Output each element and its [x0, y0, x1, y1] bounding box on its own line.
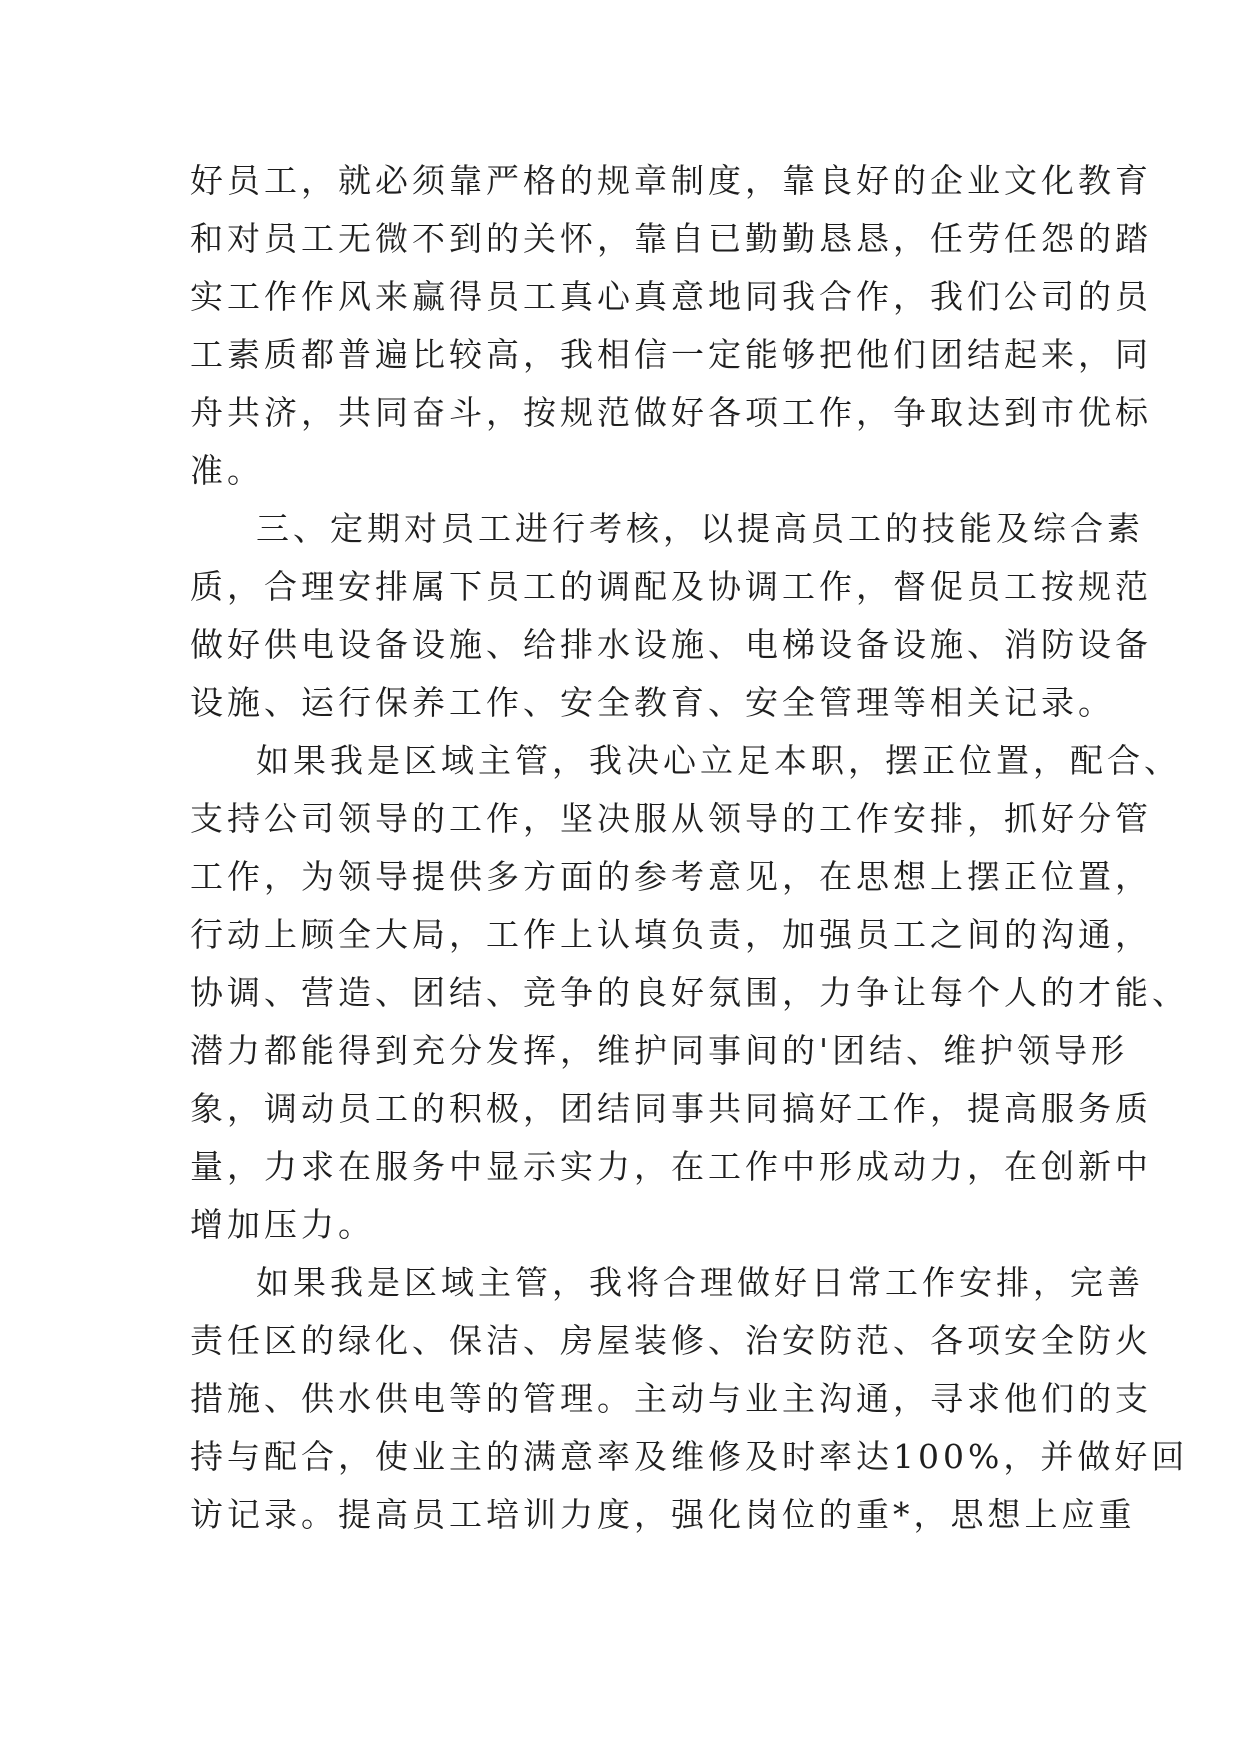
text-line: 持与配合，使业主的满意率及维修及时率达100%，并做好回 — [190, 1437, 1189, 1476]
text-line: 行动上顾全大局，工作上认填负责，加强员工之间的沟通， — [190, 915, 1152, 954]
text-line: 准。 — [190, 451, 264, 490]
text-line: 质，合理安排属下员工的调配及协调工作，督促员工按规范 — [190, 567, 1152, 606]
text-line: 工作，为领导提供多方面的参考意见，在思想上摆正位置， — [190, 857, 1152, 896]
text-line: 象，调动员工的积极，团结同事共同搞好工作，提高服务质 — [190, 1089, 1152, 1128]
text-line: 实工作作风来赢得员工真心真意地同我合作，我们公司的员 — [190, 277, 1152, 316]
text-line: 协调、营造、团结、竞争的良好氛围，力争让每个人的才能、 — [190, 973, 1189, 1012]
text-line: 访记录。提高员工培训力度，强化岗位的重*，思想上应重 — [190, 1495, 1136, 1534]
text-line: 措施、供水供电等的管理。主动与业主沟通，寻求他们的支 — [190, 1379, 1152, 1418]
text-line: 潜力都能得到充分发挥，维护同事间的'团结、维护领导形 — [190, 1031, 1129, 1070]
paragraph-first-line: 如果我是区域主管，我决心立足本职，摆正位置，配合、 — [256, 741, 1181, 780]
text-line: 和对员工无微不到的关怀，靠自已勤勤恳恳，任劳任怨的踏 — [190, 219, 1152, 258]
text-line: 设施、运行保养工作、安全教育、安全管理等相关记录。 — [190, 683, 1115, 722]
text-line: 量，力求在服务中显示实力，在工作中形成动力，在创新中 — [190, 1147, 1152, 1186]
text-line: 支持公司领导的工作，坚决服从领导的工作安排，抓好分管 — [190, 799, 1152, 838]
paragraph-first-line: 三、定期对员工进行考核，以提高员工的技能及综合素 — [256, 509, 1144, 548]
text-line: 舟共济，共同奋斗，按规范做好各项工作，争取达到市优标 — [190, 393, 1152, 432]
text-line: 增加压力。 — [190, 1205, 375, 1244]
text-line: 责任区的绿化、保洁、房屋装修、治安防范、各项安全防火 — [190, 1321, 1152, 1360]
text-line: 工素质都普遍比较高，我相信一定能够把他们团结起来，同 — [190, 335, 1152, 374]
body-text — [190, 152, 1189, 1544]
paragraph-first-line: 如果我是区域主管，我将合理做好日常工作安排，完善 — [256, 1263, 1144, 1302]
text-line: 好员工，就必须靠严格的规章制度，靠良好的企业文化教育 — [190, 161, 1152, 200]
text-line: 做好供电设备设施、给排水设施、电梯设备设施、消防设备 — [190, 625, 1152, 664]
